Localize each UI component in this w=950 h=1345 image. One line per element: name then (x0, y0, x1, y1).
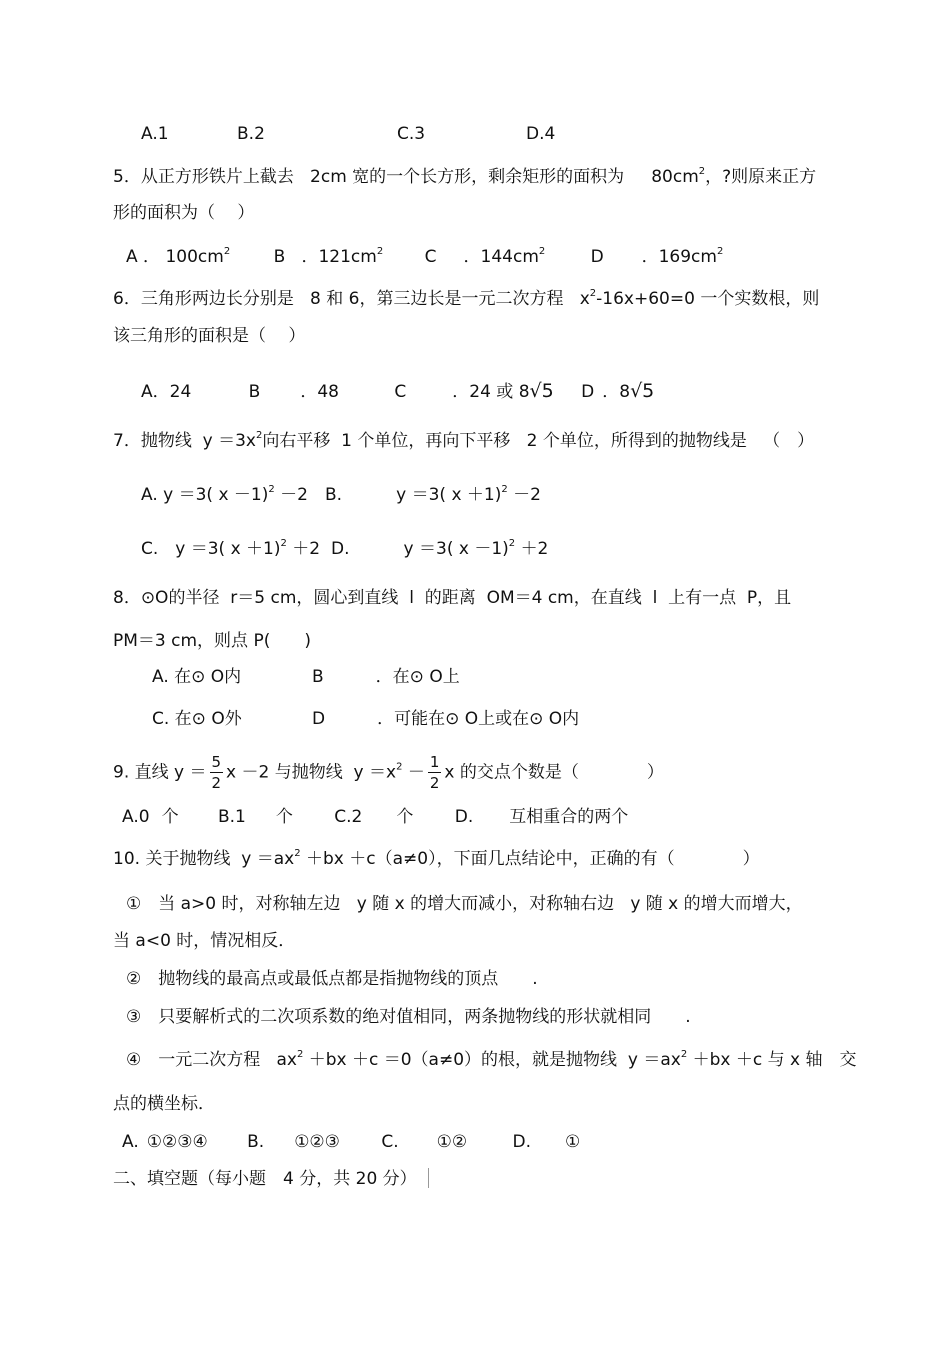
q10-statement-1: ① 当 a>0 时，对称轴左边 y 随 x 的增大而减小，对称轴右边 y 随 x 的增大而增大， (126, 894, 803, 914)
q8-option-b: B ．在⊙ O上 (312, 667, 460, 687)
q10-statement-3: ③ 只要解析式的二次项系数的绝对值相同，两条抛物线的形状就相同 . (126, 1007, 691, 1027)
q4-option-c: C.3 (397, 124, 426, 144)
q10-options: A. ①②③④ B. ①②③ C. ①② D. ① (122, 1132, 581, 1152)
q6-options: A．24 B ．48 C ．24 或 8√5 D ．8√5 (141, 380, 655, 402)
text-cursor-bar (428, 1168, 429, 1188)
q10-statement-4: ④ 一元二次方程 $ax^2 +bx +c =0(a\ne 0)$的根，就是抛物线 $y =ax^2 +bx +c$ 与 x 轴 交 (126, 1049, 857, 1070)
q7-line-1: 7．抛物线 $y =3x^2$向右平移 1 个单位，再向下平移 2 个单位，所得到的抛物线是 （ ） (113, 430, 815, 451)
sqrt5-symbol: √5 (630, 380, 655, 402)
q10-statement-1-cont: 当 a<0 时，情况相反． (113, 931, 296, 951)
q5-options: A ． $100cm^2$ B ．$121cm^2$ C ．$144cm^2$ D ．$169cm^2$ (126, 246, 724, 267)
q4-option-a: A.1 (141, 124, 169, 144)
q5-line-1: 5．从正方形铁片上截去 2cm 宽的一个长方形，剩余矩形的面积为 $80cm^2$，?则原来正方 (113, 166, 817, 187)
q4-option-d: D.4 (526, 124, 556, 144)
q5-line-2: 形的面积为（ ） (113, 203, 255, 223)
q8-option-d: D ．可能在⊙ O上或在⊙ O内 (312, 709, 580, 729)
q4-option-b: B.2 (237, 124, 265, 144)
fraction-1-2: $\frac{1}{2}$ (429, 753, 440, 792)
q7-option-a: A. y ＝3( x －1)$^2$ －2 (141, 484, 308, 505)
q6-line-1: 6．三角形两边长分别是 8 和 6，第三边长是一元二次方程 $x^2-16x+60=0$ 一个实数根，则 (113, 288, 820, 309)
q8-line-1: 8．⊙O的半径 r＝5 cm，圆心到直线 l 的距离 OM＝4 cm，在直线 l 上有一点 P，且 (113, 588, 792, 608)
q8-line-2: PM＝3 cm，则点 P( ) (113, 631, 311, 651)
fraction-5-2: $\frac{5}{2}$ (211, 753, 222, 792)
section-2-heading: 二、填空题（每小题 4 分，共 20 分） (113, 1169, 417, 1189)
q8-option-c: C. 在⊙ O外 (152, 709, 242, 729)
q10-line-1: 10. 关于抛物线 $y =ax^2 +bx +c(a\ne 0)$，下面几点结论中，正确的有（ ） (113, 848, 760, 869)
q10-statement-4-cont: 点的横坐标． (113, 1094, 215, 1114)
q10-statement-2: ② 抛物线的最高点或最低点都是指抛物线的顶点 . (126, 969, 538, 989)
q7-option-b: B. y ＝3( x ＋1)$^2$ －2 (325, 484, 541, 505)
q9-line-1: 9. 直线 y ＝ $\frac{5}{2}$ x －2 与抛物线 $y =x^2$ － $\frac{1}{2}$ x 的交点个数是（ ） (113, 753, 664, 792)
q8-option-a: A. 在⊙ O内 (152, 667, 242, 687)
q7-option-c: C. y ＝3( x ＋1)$^2$ ＋2 (141, 538, 321, 559)
sqrt5-symbol: √5 (529, 380, 554, 402)
q9-options: A.0 个 B.1 个 C.2 个 D. 互相重合的两个 (122, 807, 629, 827)
q6-line-2: 该三角形的面积是（ ） (113, 326, 306, 346)
q7-option-d: D. y ＝3( x －1)$^2$ ＋2 (331, 538, 549, 559)
